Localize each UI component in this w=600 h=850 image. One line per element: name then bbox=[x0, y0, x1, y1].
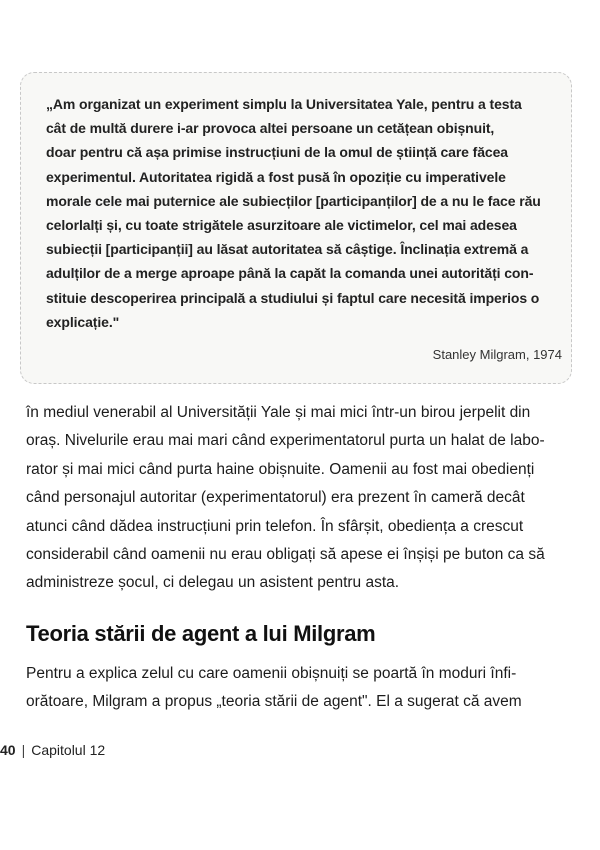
footer-separator: | bbox=[21, 742, 26, 758]
body-line: în mediul venerabil al Universității Yale și mai mici într-un birou jerpelit din bbox=[26, 404, 531, 421]
body-line: oraș. Nivelurile erau mai mari când experimentatorul purta un halat de labo- bbox=[26, 432, 545, 450]
quote-line: cât de multă durere i-ar provoca altei persoane un cetățean obișnuit, bbox=[46, 120, 495, 137]
quote-line: subiecții [participanții] au lăsat autoritatea să câștige. Înclinația extremă a bbox=[46, 241, 529, 258]
quote-line: doar pentru că așa primise instrucțiuni de la omul de știință care făcea bbox=[46, 144, 508, 161]
body-line: atunci când dădea instrucțiuni prin telefon. În sfârșit, obediența a crescut bbox=[26, 517, 524, 535]
quote-line: celorlalți și, cu toate strigătele asurzitoare ale victimelor, cel mai adesea bbox=[46, 217, 517, 234]
section-line: Pentru a explica zelul cu care oamenii obișnuiți se poartă în moduri înfi- bbox=[26, 665, 517, 682]
body-line: rator și mai mici când purta haine obișnuite. Oamenii au fost mai obedienți bbox=[26, 460, 535, 478]
quote-line: „Am organizat un experiment simplu la Universitatea Yale, pentru a testa bbox=[46, 96, 522, 112]
section-heading: Teoria stării de agent a lui Milgram bbox=[26, 621, 376, 646]
page-number: 40 bbox=[0, 742, 16, 758]
quote-attribution: Stanley Milgram, 1974 bbox=[432, 347, 562, 362]
body-line: considerabil când oamenii nu erau obligați să apese ei înșiși pe buton ca să bbox=[26, 546, 545, 564]
body-paragraph bbox=[26, 399, 586, 598]
quote-line: adulților de a merge aproape până la capăt la comanda unei autorități con- bbox=[46, 265, 534, 282]
page-footer bbox=[0, 742, 105, 758]
section-line: orătoare, Milgram a propus „teoria stării de agent". El a sugerat că avem bbox=[26, 693, 522, 711]
quote-text bbox=[46, 92, 566, 334]
quote-line: experimentul. Autoritatea rigidă a fost pusă în opoziție cu imperativele bbox=[46, 168, 506, 185]
body-line: când personajul autoritar (experimentatorul) era prezent în cameră decât bbox=[26, 489, 525, 507]
quote-line: stituie descoperirea principală a studiului și faptul care necesită imperios o bbox=[46, 289, 540, 306]
quote-line: morale cele mai puternice ale subiecților [participanților] de a nu le face rău bbox=[46, 192, 541, 209]
chapter-label: Capitolul 12 bbox=[31, 742, 106, 758]
body-line: administreze șocul, ci delegau un asistent pentru asta. bbox=[26, 574, 400, 592]
section-paragraph bbox=[26, 660, 586, 717]
quote-line: explicație." bbox=[46, 313, 120, 330]
